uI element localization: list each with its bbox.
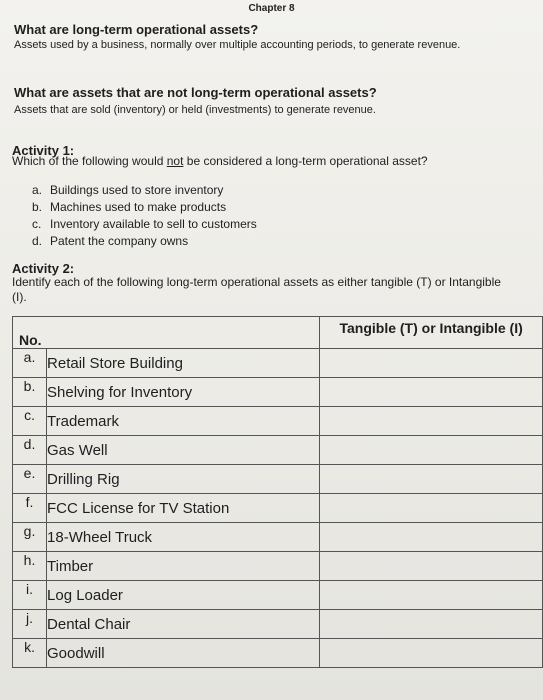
- row-number: c.: [13, 407, 47, 436]
- answer-cell[interactable]: [320, 581, 543, 610]
- asset-name: Gas Well: [47, 436, 320, 465]
- answer-cell[interactable]: [320, 349, 543, 378]
- answer-cell[interactable]: [320, 407, 543, 436]
- asset-classification-table: [12, 316, 543, 668]
- option-text: Inventory available to sell to customers: [50, 217, 257, 231]
- row-number: j.: [13, 610, 47, 639]
- option-c: [32, 216, 257, 233]
- answer-cell[interactable]: [320, 494, 543, 523]
- table-row: [13, 494, 543, 523]
- table-row: [13, 378, 543, 407]
- column-header-no: No.: [13, 317, 320, 349]
- table-row: [13, 349, 543, 378]
- row-number: k.: [13, 639, 47, 668]
- answer-1: Assets used by a business, normally over multiple accounting periods, to generate revenue.: [14, 39, 461, 51]
- answer-2: Assets that are sold (inventory) or held (investments) to generate revenue.: [14, 104, 376, 116]
- row-number: f.: [13, 494, 47, 523]
- answer-cell[interactable]: [320, 378, 543, 407]
- option-b: [32, 199, 257, 216]
- table-body: [13, 349, 543, 668]
- activity-2-heading: Activity 2:: [12, 261, 75, 276]
- asset-name: Log Loader: [47, 581, 320, 610]
- asset-name: Trademark: [47, 407, 320, 436]
- option-marker: d.: [32, 234, 43, 248]
- row-number: h.: [13, 552, 47, 581]
- row-number: i.: [13, 581, 47, 610]
- table-row: [13, 465, 543, 494]
- table-row: [13, 436, 543, 465]
- asset-name: Dental Chair: [47, 610, 320, 639]
- question-2: What are assets that are not long-term operational assets?: [14, 85, 377, 100]
- activity-1-prompt-end: be considered a long-term operational asset?: [183, 154, 428, 168]
- row-number: d.: [13, 436, 47, 465]
- asset-name: 18-Wheel Truck: [47, 523, 320, 552]
- column-header-type: Tangible (T) or Intangible (I): [320, 317, 543, 349]
- option-a: [32, 182, 257, 199]
- asset-name: Shelving for Inventory: [47, 378, 320, 407]
- row-number: g.: [13, 523, 47, 552]
- option-marker: c.: [32, 217, 42, 231]
- answer-cell[interactable]: [320, 465, 543, 494]
- question-1: What are long-term operational assets?: [14, 22, 259, 37]
- table-row: [13, 523, 543, 552]
- table-row: [13, 552, 543, 581]
- option-text: Patent the company owns: [50, 234, 189, 248]
- answer-cell[interactable]: [320, 610, 543, 639]
- table-row: [13, 407, 543, 436]
- activity-1-options: [32, 182, 257, 250]
- option-marker: b.: [32, 200, 43, 214]
- option-d: [32, 233, 257, 250]
- asset-name: Retail Store Building: [47, 349, 320, 378]
- table-row: [13, 639, 543, 668]
- answer-cell[interactable]: [320, 523, 543, 552]
- row-number: a.: [13, 349, 47, 378]
- activity-1-prompt: [12, 154, 522, 169]
- option-text: Machines used to make products: [50, 200, 227, 214]
- answer-cell[interactable]: [320, 639, 543, 668]
- row-number: b.: [13, 378, 47, 407]
- activity-1-prompt-underlined: not: [166, 154, 184, 168]
- answer-cell[interactable]: [320, 436, 543, 465]
- chapter-label: Chapter 8: [248, 3, 295, 14]
- activity-1-prompt-start: Which of the following would: [12, 154, 167, 168]
- activity-2-prompt: Identify each of the following long-term operational assets as either tangible (T) or Intangible (I).: [12, 275, 501, 304]
- row-number: e.: [13, 465, 47, 494]
- option-marker: a.: [32, 183, 43, 197]
- table-header-row: [13, 317, 543, 349]
- asset-name: Drilling Rig: [47, 465, 320, 494]
- table-row: [13, 610, 543, 639]
- asset-name: Timber: [47, 552, 320, 581]
- asset-name: FCC License for TV Station: [47, 494, 320, 523]
- table-row: [13, 581, 543, 610]
- option-text: Buildings used to store inventory: [50, 183, 224, 197]
- asset-name: Goodwill: [47, 639, 320, 668]
- activity-1-heading: Activity 1:: [12, 143, 75, 158]
- answer-cell[interactable]: [320, 552, 543, 581]
